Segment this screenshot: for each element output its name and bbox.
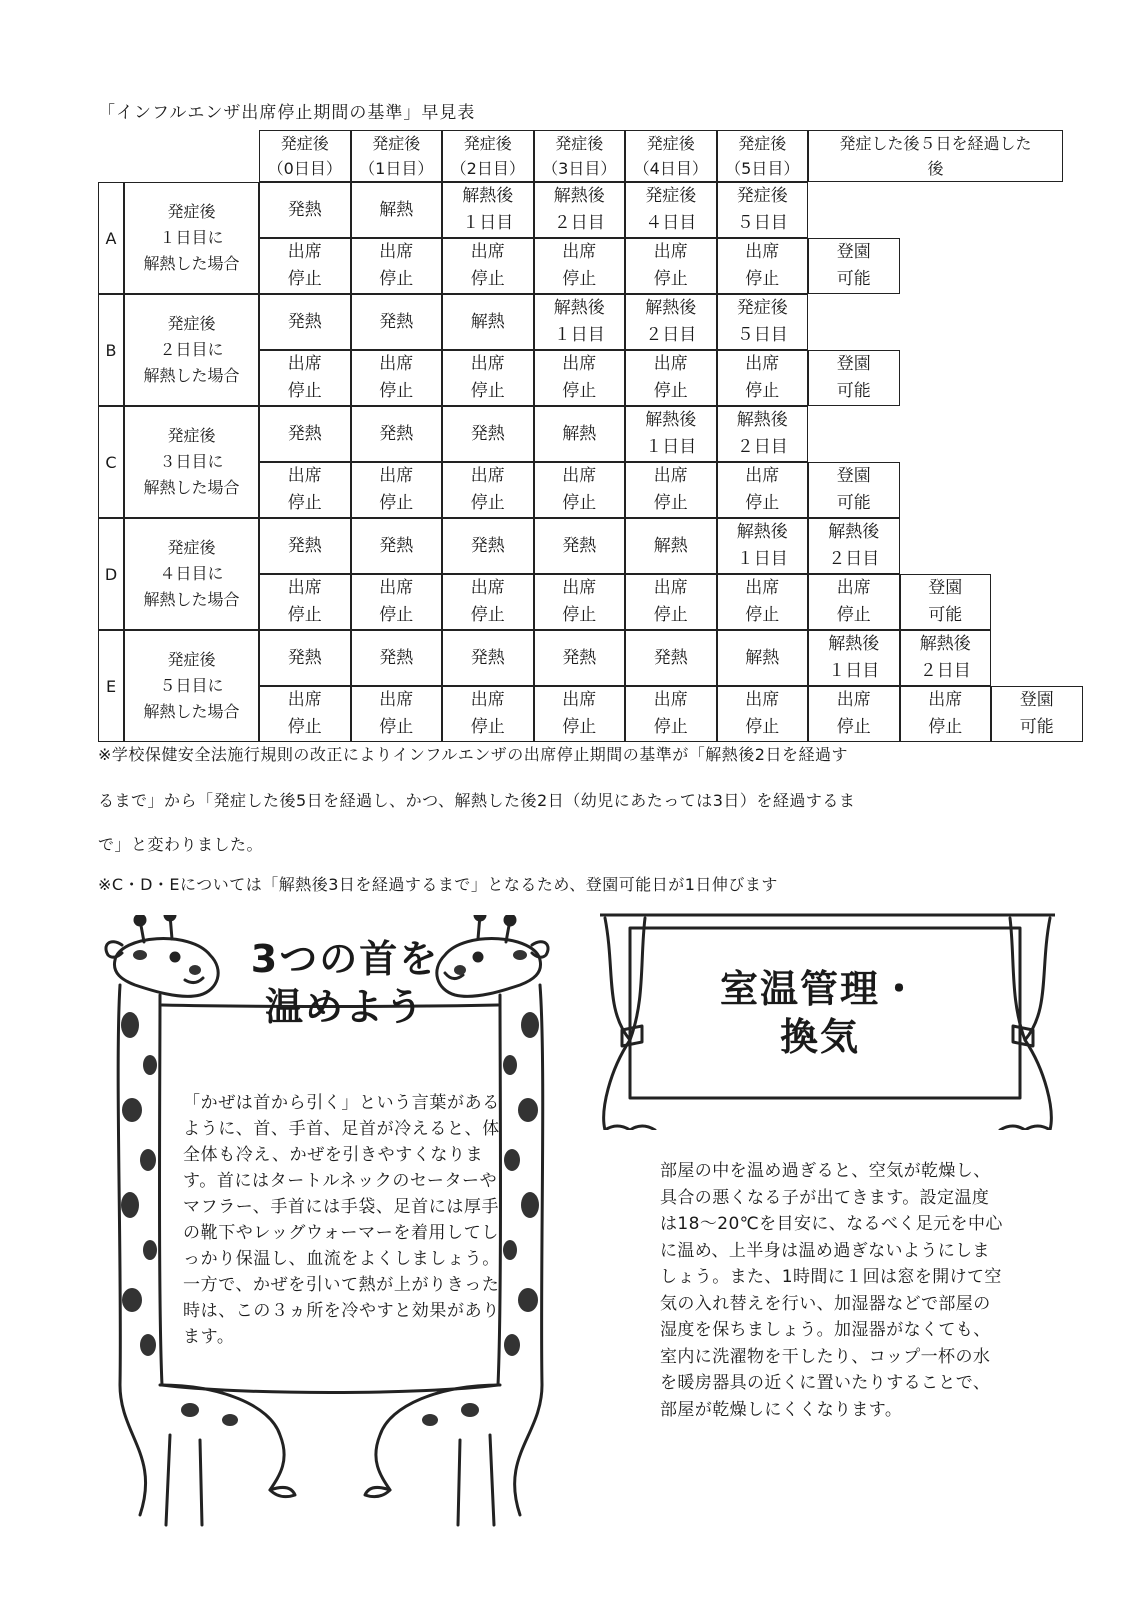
table-cell: 出席 停止 <box>534 350 626 406</box>
influenza-table <box>98 130 1078 750</box>
table-cell: 登園 可能 <box>808 462 900 518</box>
group-label: 発症後 ５日目に 解熱した場合 <box>124 630 259 742</box>
giraffe-panel-title: 3つの首を 温めよう <box>250 937 440 1029</box>
table-cell: 解熱後 ２日目 <box>717 406 809 462</box>
table-cell: 出席 停止 <box>900 686 992 742</box>
table-cell: 出席 停止 <box>351 686 443 742</box>
header-cell: 発症した後５日を経過した 後 <box>808 130 1063 182</box>
table-cell: 出席 停止 <box>351 462 443 518</box>
table-cell: 解熱 <box>534 406 626 462</box>
table-cell: 登園 可能 <box>808 238 900 294</box>
note-line-4: ※C・D・Eについては「解熱後3日を経過するまで」となるため、登園可能日が1日伸びます <box>98 875 778 894</box>
table-cell: 発熱 <box>351 630 443 686</box>
curtain-panel-title: 室温管理・ 換気 <box>719 967 920 1059</box>
group-letter: E <box>98 630 124 742</box>
group-label: 発症後 ２日目に 解熱した場合 <box>124 294 259 406</box>
table-cell: 発熱 <box>259 406 351 462</box>
table-cell: 発熱 <box>534 630 626 686</box>
table-cell: 解熱 <box>442 294 534 350</box>
group-label: 発症後 ４日目に 解熱した場合 <box>124 518 259 630</box>
giraffe-panel-body: 「かぜは首から引く」という言葉があるように、首、手首、足首が冷えると、体全体も冷え、かぜを引きやすくなります。首にはタートルネックのセーターやマフラー、手首には手袋、足首には厚手の靴下やレッグウォーマーを着用してしっかり保温し、血流をよくしましょう。一方で、かぜを引いて熱が上がりきった時は、この３ヵ所を冷やすと効果があります。 <box>183 1093 500 1347</box>
table-cell: 出席 停止 <box>442 686 534 742</box>
table-cell: 発熱 <box>351 518 443 574</box>
table-cell: 出席 停止 <box>442 574 534 630</box>
table-cell: 出席 停止 <box>717 350 809 406</box>
table-cell: 発症後 ５日目 <box>717 294 809 350</box>
table-cell: 発熱 <box>259 182 351 238</box>
table-cell: 発熱 <box>259 630 351 686</box>
table-cell: 出席 停止 <box>351 350 443 406</box>
table-cell: 出席 停止 <box>259 462 351 518</box>
table-cell: 発熱 <box>625 630 717 686</box>
table-cell: 登園 可能 <box>808 350 900 406</box>
table-cell: 解熱後 ２日目 <box>534 182 626 238</box>
group-label: 発症後 ３日目に 解熱した場合 <box>124 406 259 518</box>
header-cell: 発症後 （2日目） <box>442 130 534 182</box>
table-cell: 出席 停止 <box>808 686 900 742</box>
table-cell: 出席 停止 <box>625 238 717 294</box>
header-cell: 発症後 （4日目） <box>625 130 717 182</box>
table-cell: 発熱 <box>442 518 534 574</box>
table-cell: 出席 停止 <box>625 350 717 406</box>
table-cell: 発症後 ５日目 <box>717 182 809 238</box>
table-cell: 出席 停止 <box>534 686 626 742</box>
note-line-2: るまで」から「発症した後5日を経過し、かつ、解熱した後2日（幼児にあたっては3日）を経過するま <box>98 791 856 810</box>
table-cell: 出席 停止 <box>717 686 809 742</box>
table-cell: 解熱後 １日目 <box>534 294 626 350</box>
table-cell: 発熱 <box>442 406 534 462</box>
header-cell: 発症後 （3日目） <box>534 130 626 182</box>
table-cell: 解熱後 １日目 <box>625 406 717 462</box>
group-label: 発症後 １日目に 解熱した場合 <box>124 182 259 294</box>
table-cell: 出席 停止 <box>259 574 351 630</box>
group-letter: D <box>98 518 124 630</box>
table-cell: 出席 停止 <box>442 238 534 294</box>
table-cell: 出席 停止 <box>442 462 534 518</box>
table-cell: 出席 停止 <box>534 574 626 630</box>
table-cell: 出席 停止 <box>259 686 351 742</box>
note-line-3: で」と変わりました。 <box>98 835 264 854</box>
table-cell: 出席 停止 <box>625 686 717 742</box>
group-letter: A <box>98 182 124 294</box>
table-cell: 登園 可能 <box>900 574 992 630</box>
table-title: 「インフルエンザ出席停止期間の基準」早見表 <box>98 103 476 123</box>
table-cell: 出席 停止 <box>625 462 717 518</box>
table-cell: 出席 停止 <box>717 462 809 518</box>
table-cell: 出席 停止 <box>534 238 626 294</box>
table-cell: 発熱 <box>351 406 443 462</box>
table-cell: 出席 停止 <box>351 238 443 294</box>
table-cell: 登園 可能 <box>991 686 1083 742</box>
table-cell: 発熱 <box>351 294 443 350</box>
header-cell: 発症後 （0日目） <box>259 130 351 182</box>
table-cell: 出席 停止 <box>259 350 351 406</box>
table-cell: 発熱 <box>259 294 351 350</box>
table-cell: 出席 停止 <box>259 238 351 294</box>
table-cell: 解熱 <box>717 630 809 686</box>
table-cell: 発熱 <box>259 518 351 574</box>
table-cell: 解熱後 ２日目 <box>625 294 717 350</box>
group-letter: C <box>98 406 124 518</box>
table-cell: 出席 停止 <box>808 574 900 630</box>
table-cell: 解熱後 １日目 <box>442 182 534 238</box>
table-cell: 解熱 <box>625 518 717 574</box>
table-cell: 解熱後 １日目 <box>808 630 900 686</box>
table-cell: 出席 停止 <box>442 350 534 406</box>
table-cell: 出席 停止 <box>534 462 626 518</box>
table-cell: 解熱後 １日目 <box>717 518 809 574</box>
table-cell: 発症後 ４日目 <box>625 182 717 238</box>
table-cell: 出席 停止 <box>717 574 809 630</box>
table-cell: 発熱 <box>534 518 626 574</box>
curtain-panel-body: 部屋の中を温め過ぎると、空気が乾燥し、具合の悪くなる子が出てきます。設定温度は18～20℃を目安に、なるべく足元を中心に温め、上半身は温め過ぎないようにしましょう。また、1時間に１回は窓を開けて空気の入れ替えを行い、加湿器などで部屋の湿度を保ちましょう。加湿器がなくても、室内に洗濯物を干したり、コップ一杯の水を暖房器具の近くに置いたりすることで、部屋が乾燥しにくくなります。 <box>660 1161 1003 1420</box>
table-cell: 出席 停止 <box>717 238 809 294</box>
table-cell: 解熱後 ２日目 <box>900 630 992 686</box>
header-cell: 発症後 （5日目） <box>717 130 809 182</box>
header-cell: 発症後 （1日目） <box>351 130 443 182</box>
table-cell: 発熱 <box>442 630 534 686</box>
group-letter: B <box>98 294 124 406</box>
table-cell: 出席 停止 <box>625 574 717 630</box>
table-cell: 出席 停止 <box>351 574 443 630</box>
note-line-1: ※学校保健安全法施行規則の改正によりインフルエンザの出席停止期間の基準が「解熱後2日を経過す <box>98 745 848 764</box>
table-cell: 解熱後 ２日目 <box>808 518 900 574</box>
table-cell: 解熱 <box>351 182 443 238</box>
